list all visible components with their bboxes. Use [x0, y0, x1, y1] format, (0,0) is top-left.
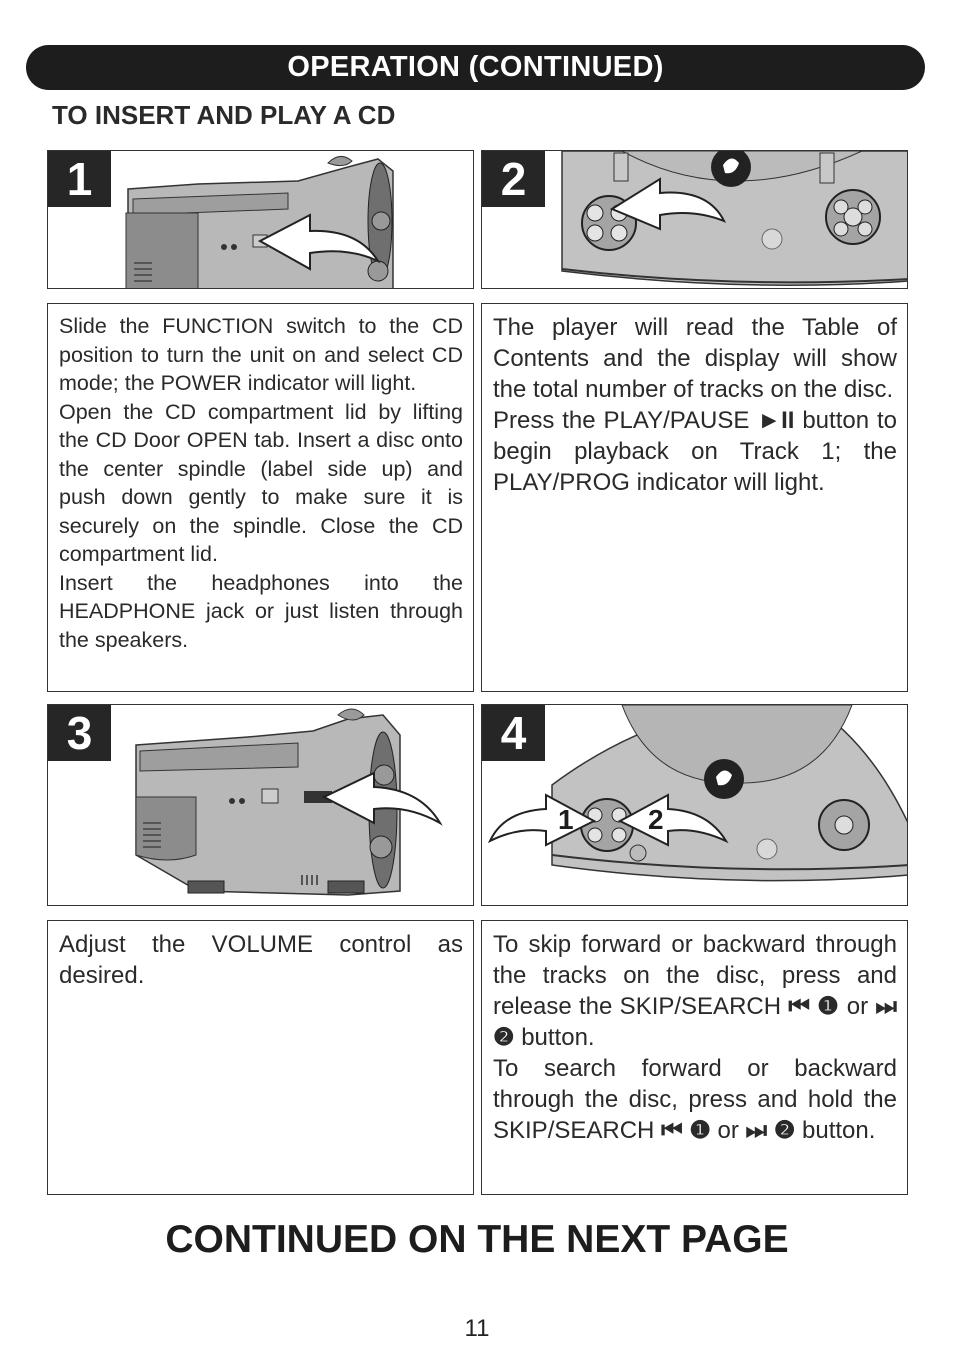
callout-2-label: 2	[648, 804, 664, 835]
step-4-illustration	[481, 704, 908, 906]
skip-previous-icon: ⏮	[788, 993, 810, 1020]
cd-player-skip-view-image	[482, 705, 908, 906]
marker-1-icon: ❶	[817, 993, 840, 1020]
button-word: button.	[521, 1024, 595, 1051]
section-banner: OPERATION (CONTINUED)	[26, 45, 925, 90]
step-number-badge: 3	[48, 705, 111, 761]
search-instruction-text: To search forward or backward through the disc, press and hold the SKIP/SEARCH	[493, 1055, 897, 1144]
play-instruction-end: button to begin playback on Track 1; the PLAY/PROG indicator will light.	[493, 407, 897, 496]
step-1-paragraph-2: Open the CD compartment lid by lifting the CD Door OPEN tab. Insert a disc onto the center spindle (label side up) and push down gently to make sure it is securely on the spindle. Close the CD compartment lid.	[59, 399, 463, 566]
marker-2-icon: ❷	[493, 1024, 515, 1051]
play-pause-icon: ►II	[757, 407, 795, 434]
cd-player-top-view-image	[482, 151, 908, 289]
or-word: or	[717, 1117, 739, 1144]
step-3-instructions	[47, 920, 474, 1195]
page-number: 11	[464, 1315, 490, 1342]
play-instruction-start: Press the PLAY/PAUSE	[493, 407, 750, 434]
step-number-badge: 2	[482, 151, 545, 207]
page-subtitle: TO INSERT AND PLAY A CD	[52, 100, 396, 130]
step-4-paragraph-2	[493, 1053, 897, 1146]
step-2-paragraph-2	[493, 405, 897, 498]
step-number-badge: 4	[482, 705, 545, 761]
step-2-paragraph-1: The player will read the Table of Contents and the display will show the total number of tracks on the disc.	[493, 314, 897, 403]
step-2-illustration	[481, 150, 908, 289]
button-word: button.	[802, 1117, 876, 1144]
step-4-paragraph-1	[493, 929, 897, 1053]
skip-next-icon: ⏭	[875, 993, 898, 1020]
step-1-paragraph-1: Slide the FUNCTION switch to the CD position to turn the unit on and select CD mode; the POWER indicator will light.	[59, 314, 463, 395]
continued-notice: CONTINUED ON THE NEXT PAGE	[165, 1218, 789, 1261]
callout-1-label: 1	[558, 804, 574, 835]
step-1-illustration	[47, 150, 474, 289]
skip-previous-icon: ⏮	[661, 1117, 683, 1144]
cd-player-volume-view-image	[48, 705, 474, 906]
cd-player-side-view-image	[48, 151, 474, 289]
or-word: or	[846, 993, 869, 1020]
step-3-illustration	[47, 704, 474, 906]
skip-next-icon: ⏭	[745, 1117, 768, 1144]
step-number-badge: 1	[48, 151, 111, 207]
step-1-instructions	[47, 303, 474, 692]
step-4-instructions	[481, 920, 908, 1195]
step-2-instructions	[481, 303, 908, 692]
marker-1-icon: ❶	[689, 1117, 711, 1144]
step-1-paragraph-3: Insert the headphones into the HEADPHONE jack or just listen through the speakers.	[59, 570, 463, 652]
marker-2-icon: ❷	[773, 1117, 796, 1144]
skip-instruction-text: To skip forward or backward through the tracks on the disc, press and release the SKIP/SEARCH	[493, 931, 897, 1020]
step-3-paragraph-1: Adjust the VOLUME control as desired.	[59, 931, 463, 989]
